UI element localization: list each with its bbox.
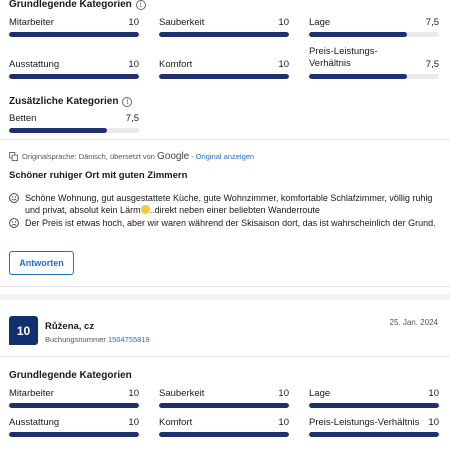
translate-icon (9, 152, 18, 161)
score-label: Komfort (159, 417, 193, 428)
score-bar (309, 74, 439, 79)
score-beds (9, 113, 139, 135)
score-value: 10 (128, 17, 139, 28)
score-value: 10 (128, 388, 139, 399)
divider (0, 356, 450, 357)
score-bar-fill (159, 432, 289, 437)
score-bar-fill (9, 128, 107, 133)
score-label: Komfort (159, 59, 193, 70)
score-comfort (159, 415, 289, 440)
review-negative (9, 217, 441, 229)
score-value-for-money (309, 415, 439, 440)
score-value: 7,5 (425, 59, 439, 70)
score-cleanliness (159, 386, 289, 411)
score-location (309, 386, 439, 411)
score-label: Preis-Leistungs-Verhältnis (309, 46, 378, 69)
score-bar-fill (309, 74, 407, 79)
score-bar-fill (9, 74, 139, 79)
score-value: 10 (278, 17, 289, 28)
score-value: 7,5 (425, 17, 439, 28)
score-bar (159, 403, 289, 408)
score-bar-fill (159, 74, 289, 79)
score-value: 10 (278, 388, 289, 399)
score-facilities (9, 46, 139, 79)
score-bar (9, 74, 139, 79)
score-value: 10 (278, 59, 289, 70)
score-cleanliness (159, 14, 289, 39)
smile-face-icon (9, 193, 19, 203)
score-label: Mitarbeiter (9, 388, 54, 399)
show-original-link[interactable]: Original anzeigen (195, 152, 255, 161)
grin-emoji-icon (141, 205, 150, 214)
score-bar-fill (9, 432, 139, 437)
info-icon[interactable]: i (136, 0, 146, 10)
google-logo: Google (156, 151, 190, 162)
score-label: Lage (309, 17, 331, 28)
score-bar (9, 128, 139, 133)
positive-text-continued: ..direkt neben einer beliebten Wanderroute (149, 205, 320, 216)
review-positive (9, 192, 441, 216)
score-value: 7,5 (125, 113, 139, 124)
section-title-additional-categories (9, 96, 132, 107)
score-bar (159, 32, 289, 37)
score-value: 10 (278, 417, 289, 428)
score-label: Betten (9, 113, 37, 124)
reviewer-name: Růžena, cz (45, 321, 95, 332)
score-bar (309, 32, 439, 37)
score-bar (309, 432, 439, 437)
score-label: Preis-Leistungs-Verhältnis (309, 417, 420, 428)
score-comfort (159, 46, 289, 79)
score-staff (9, 14, 139, 39)
original-language-text: Originalsprache: Dänisch, übersetzt von (22, 152, 155, 161)
booking-number (45, 335, 150, 344)
section-title-text: Grundlegende Kategorien (9, 370, 132, 381)
section-separator (0, 294, 450, 300)
score-bar-fill (309, 32, 407, 37)
score-bar (159, 432, 289, 437)
section-title-text: Grundlegende Kategorien (9, 0, 132, 10)
score-value: 10 (128, 417, 139, 428)
score-staff (9, 386, 139, 411)
score-facilities (9, 415, 139, 440)
divider (0, 139, 450, 140)
score-value: 10 (428, 417, 439, 428)
info-icon[interactable]: i (122, 97, 132, 107)
score-bar-fill (159, 32, 289, 37)
divider (0, 286, 450, 287)
score-bar (309, 403, 439, 408)
score-label: Ausstattung (9, 59, 60, 70)
score-label: Sauberkeit (159, 388, 205, 399)
score-bar-fill (309, 403, 439, 408)
booking-number-link[interactable]: 1504755819 (107, 335, 150, 344)
section-title-basic-categories (9, 0, 146, 10)
score-value-for-money (309, 46, 439, 79)
score-location (309, 14, 439, 39)
score-bar-fill (309, 432, 439, 437)
score-label: Ausstattung (9, 417, 60, 428)
score-bar-fill (9, 32, 139, 37)
score-bar (9, 432, 139, 437)
score-label: Mitarbeiter (9, 17, 54, 28)
score-value: 10 (128, 59, 139, 70)
score-bar (9, 403, 139, 408)
score-bar-fill (9, 403, 139, 408)
review-date: 25. Jan. 2024 (389, 318, 438, 327)
review-score-badge: 10 (9, 316, 38, 345)
review-title: Schöner ruhiger Ort mit guten Zimmern (9, 170, 188, 181)
score-value: 10 (428, 388, 439, 399)
section-title-text: Zusätzliche Kategorien (9, 96, 119, 107)
score-bar-fill (159, 403, 289, 408)
booking-label: Buchungsnummer (45, 335, 106, 344)
score-label: Lage (309, 388, 331, 399)
score-bar (9, 32, 139, 37)
reply-button[interactable]: Antworten (9, 251, 74, 275)
original-language-info (9, 151, 254, 162)
positive-text: Schöne Wohnung, gut ausgestattete Küche, gute Wohnzimmer, komfortable Schlafzimmer, völlig ruhig und privat, absolut kein Lärm (25, 193, 433, 216)
frown-face-icon (9, 218, 19, 228)
score-bar (159, 74, 289, 79)
score-label: Sauberkeit (159, 17, 205, 28)
section-title-basic-categories (9, 370, 132, 381)
separator: - (191, 152, 194, 161)
negative-text: Der Preis ist etwas hoch, aber wir waren während der Skisaison dort, das ist wahrscheinlich der Grund. (25, 218, 436, 228)
